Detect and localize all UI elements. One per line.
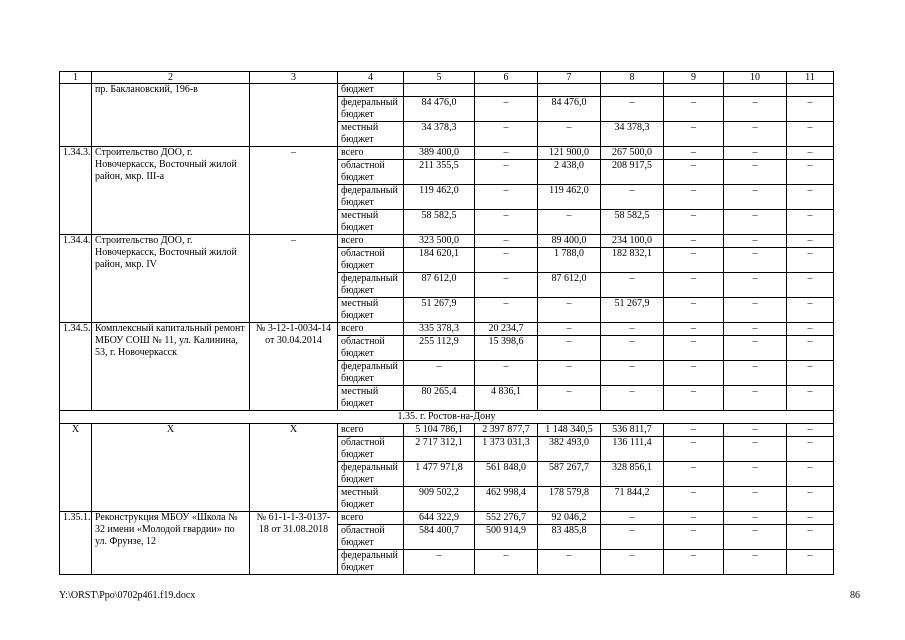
value-cell: – [404, 361, 475, 386]
value-cell: 83 485,8 [538, 525, 601, 550]
column-number: 3 [250, 72, 338, 84]
item-number-cell [60, 84, 92, 147]
value-cell: – [664, 273, 724, 298]
document-cell: № 61-1-1-3-0137-18 от 31.08.2018 [250, 512, 338, 575]
value-cell: 1 788,0 [538, 248, 601, 273]
value-cell: 587 267,7 [538, 462, 601, 487]
value-cell: – [538, 298, 601, 323]
item-number-cell: 1.34.5. [60, 323, 92, 411]
value-cell: – [664, 336, 724, 361]
value-cell: – [724, 525, 787, 550]
value-cell: – [664, 550, 724, 575]
value-cell: 87 612,0 [404, 273, 475, 298]
value-cell [404, 84, 475, 97]
value-cell: – [787, 462, 834, 487]
budget-type-cell: местный бюджет [338, 386, 404, 411]
value-cell: – [724, 323, 787, 336]
object-name-cell: Х [92, 424, 250, 512]
budget-type-cell: местный бюджет [338, 122, 404, 147]
value-cell: 121 900,0 [538, 147, 601, 160]
value-cell: 92 046,2 [538, 512, 601, 525]
budget-type-cell: всего [338, 147, 404, 160]
budget-type-cell: областной бюджет [338, 437, 404, 462]
value-cell: – [787, 424, 834, 437]
value-cell: 89 400,0 [538, 235, 601, 248]
budget-type-cell: местный бюджет [338, 298, 404, 323]
value-cell: 4 836,1 [475, 386, 538, 411]
value-cell: 5 104 786,1 [404, 424, 475, 437]
column-number: 2 [92, 72, 250, 84]
value-cell: – [787, 97, 834, 122]
value-cell: – [664, 525, 724, 550]
value-cell: – [475, 97, 538, 122]
value-cell: 211 355,5 [404, 160, 475, 185]
value-cell: – [724, 298, 787, 323]
value-cell: – [787, 160, 834, 185]
value-cell: – [475, 185, 538, 210]
value-cell: 536 811,7 [601, 424, 664, 437]
value-cell: 20 234,7 [475, 323, 538, 336]
value-cell: – [475, 210, 538, 235]
value-cell [664, 84, 724, 97]
value-cell: – [664, 235, 724, 248]
value-cell [724, 84, 787, 97]
value-cell: – [787, 273, 834, 298]
value-cell: – [724, 437, 787, 462]
column-number: 10 [724, 72, 787, 84]
value-cell: – [787, 323, 834, 336]
value-cell: 255 112,9 [404, 336, 475, 361]
column-number: 1 [60, 72, 92, 84]
value-cell: – [475, 122, 538, 147]
value-cell: – [724, 97, 787, 122]
footer-file-path: Y:\ORST\Ppo\0702p461.f19.docx [59, 590, 196, 601]
value-cell: 561 848,0 [475, 462, 538, 487]
value-cell: 87 612,0 [538, 273, 601, 298]
value-cell: – [664, 210, 724, 235]
value-cell: – [724, 424, 787, 437]
value-cell: – [664, 323, 724, 336]
budget-type-cell: областной бюджет [338, 248, 404, 273]
value-cell: 51 267,9 [404, 298, 475, 323]
value-cell: 84 476,0 [404, 97, 475, 122]
value-cell: 552 276,7 [475, 512, 538, 525]
budget-table [59, 71, 834, 575]
value-cell: – [538, 122, 601, 147]
value-cell [475, 84, 538, 97]
document-cell: Х [250, 424, 338, 512]
table-row [60, 323, 834, 336]
budget-type-cell: областной бюджет [338, 336, 404, 361]
section-row [60, 411, 834, 424]
value-cell: – [724, 122, 787, 147]
value-cell: – [787, 298, 834, 323]
value-cell [601, 84, 664, 97]
value-cell: – [601, 273, 664, 298]
value-cell: – [601, 512, 664, 525]
value-cell: 1 477 971,8 [404, 462, 475, 487]
value-cell: 119 462,0 [404, 185, 475, 210]
value-cell: – [538, 361, 601, 386]
value-cell: – [724, 512, 787, 525]
value-cell: – [404, 550, 475, 575]
value-cell: 584 400,7 [404, 525, 475, 550]
value-cell: 1 148 340,5 [538, 424, 601, 437]
document-cell: – [250, 147, 338, 235]
value-cell: 644 322,9 [404, 512, 475, 525]
column-number: 8 [601, 72, 664, 84]
value-cell: – [538, 386, 601, 411]
value-cell: – [724, 248, 787, 273]
value-cell: – [475, 273, 538, 298]
value-cell: 500 914,9 [475, 525, 538, 550]
value-cell: 2 717 312,1 [404, 437, 475, 462]
item-number-cell: Х [60, 424, 92, 512]
budget-type-cell: местный бюджет [338, 487, 404, 512]
object-name-cell: пр. Баклановский, 196-в [92, 84, 250, 147]
value-cell: – [787, 235, 834, 248]
budget-type-cell: всего [338, 323, 404, 336]
value-cell: 80 265,4 [404, 386, 475, 411]
value-cell: – [787, 336, 834, 361]
document-cell: № 3-12-1-0034-14 от 30.04.2014 [250, 323, 338, 411]
value-cell: 58 582,5 [601, 210, 664, 235]
value-cell [787, 84, 834, 97]
value-cell [538, 84, 601, 97]
item-number-cell: 1.35.1. [60, 512, 92, 575]
value-cell: – [724, 462, 787, 487]
value-cell: – [724, 185, 787, 210]
value-cell: – [538, 550, 601, 575]
section-heading: 1.35. г. Ростов-на-Дону [60, 411, 834, 424]
value-cell: – [664, 386, 724, 411]
value-cell: – [787, 185, 834, 210]
value-cell: – [601, 386, 664, 411]
value-cell: – [475, 235, 538, 248]
value-cell: 182 832,1 [601, 248, 664, 273]
value-cell: – [724, 386, 787, 411]
column-number: 9 [664, 72, 724, 84]
value-cell: 15 398,6 [475, 336, 538, 361]
value-cell: – [787, 210, 834, 235]
budget-type-cell: всего [338, 424, 404, 437]
value-cell: – [664, 437, 724, 462]
value-cell: – [724, 550, 787, 575]
value-cell: 389 400,0 [404, 147, 475, 160]
value-cell: 2 397 877,7 [475, 424, 538, 437]
value-cell: – [601, 97, 664, 122]
value-cell: 51 267,9 [601, 298, 664, 323]
table-row [60, 424, 834, 437]
value-cell: 178 579,8 [538, 487, 601, 512]
value-cell: 234 100,0 [601, 235, 664, 248]
value-cell: – [664, 424, 724, 437]
budget-type-cell: федеральный бюджет [338, 97, 404, 122]
value-cell: – [475, 147, 538, 160]
value-cell: – [724, 336, 787, 361]
value-cell: – [787, 512, 834, 525]
table-row [60, 235, 834, 248]
column-number-row [60, 72, 834, 84]
value-cell: – [664, 462, 724, 487]
value-cell: – [664, 298, 724, 323]
value-cell: – [724, 487, 787, 512]
value-cell: – [475, 248, 538, 273]
value-cell: – [475, 550, 538, 575]
value-cell: – [664, 487, 724, 512]
value-cell: – [664, 361, 724, 386]
value-cell: – [664, 185, 724, 210]
column-number: 11 [787, 72, 834, 84]
item-number-cell: 1.34.3. [60, 147, 92, 235]
value-cell: 267 500,0 [601, 147, 664, 160]
value-cell: – [475, 160, 538, 185]
value-cell: 335 378,3 [404, 323, 475, 336]
budget-type-cell: федеральный бюджет [338, 462, 404, 487]
value-cell: 382 493,0 [538, 437, 601, 462]
value-cell: 208 917,5 [601, 160, 664, 185]
value-cell: 119 462,0 [538, 185, 601, 210]
budget-type-cell: федеральный бюджет [338, 273, 404, 298]
value-cell: – [787, 437, 834, 462]
object-name-cell: Строительство ДОО, г. Новочеркасск, Восточный жилой район, мкр. III-а [92, 147, 250, 235]
value-cell: 2 438,0 [538, 160, 601, 185]
value-cell: – [538, 323, 601, 336]
budget-type-cell: бюджет [338, 84, 404, 97]
column-number: 6 [475, 72, 538, 84]
value-cell: – [475, 298, 538, 323]
value-cell: 909 502,2 [404, 487, 475, 512]
budget-type-cell: областной бюджет [338, 160, 404, 185]
column-number: 4 [338, 72, 404, 84]
value-cell: – [664, 147, 724, 160]
budget-type-cell: областной бюджет [338, 525, 404, 550]
document-cell: – [250, 235, 338, 323]
value-cell: – [664, 97, 724, 122]
value-cell: 136 111,4 [601, 437, 664, 462]
value-cell: – [538, 210, 601, 235]
value-cell: – [787, 147, 834, 160]
value-cell: – [787, 122, 834, 147]
value-cell: 462 998,4 [475, 487, 538, 512]
value-cell: – [601, 550, 664, 575]
table-row [60, 147, 834, 160]
value-cell: – [787, 550, 834, 575]
budget-type-cell: всего [338, 512, 404, 525]
budget-type-cell: федеральный бюджет [338, 361, 404, 386]
value-cell: 328 856,1 [601, 462, 664, 487]
budget-type-cell: местный бюджет [338, 210, 404, 235]
value-cell: – [601, 185, 664, 210]
value-cell: – [664, 248, 724, 273]
value-cell: – [475, 361, 538, 386]
value-cell: 34 378,3 [404, 122, 475, 147]
value-cell: 184 620,1 [404, 248, 475, 273]
budget-type-cell: федеральный бюджет [338, 550, 404, 575]
column-number: 5 [404, 72, 475, 84]
object-name-cell: Строительство ДОО, г. Новочеркасск, Восточный жилой район, мкр. IV [92, 235, 250, 323]
value-cell: – [787, 525, 834, 550]
value-cell: 84 476,0 [538, 97, 601, 122]
value-cell: – [787, 487, 834, 512]
value-cell: – [787, 248, 834, 273]
value-cell: – [787, 386, 834, 411]
value-cell: – [787, 361, 834, 386]
value-cell: 323 500,0 [404, 235, 475, 248]
value-cell: – [724, 273, 787, 298]
value-cell: 71 844,2 [601, 487, 664, 512]
value-cell: – [601, 361, 664, 386]
value-cell: – [724, 160, 787, 185]
object-name-cell: Реконструкция МБОУ «Школа № 32 имени «Молодой гвардии» по ул. Фрунзе, 12 [92, 512, 250, 575]
value-cell: 58 582,5 [404, 210, 475, 235]
value-cell: – [664, 512, 724, 525]
value-cell: – [724, 361, 787, 386]
value-cell: – [664, 160, 724, 185]
item-number-cell: 1.34.4. [60, 235, 92, 323]
value-cell: – [601, 525, 664, 550]
value-cell: 34 378,3 [601, 122, 664, 147]
value-cell: – [724, 235, 787, 248]
value-cell: – [601, 336, 664, 361]
value-cell: – [724, 210, 787, 235]
budget-type-cell: федеральный бюджет [338, 185, 404, 210]
table-row [60, 84, 834, 97]
page-number: 86 [850, 590, 860, 601]
table-row [60, 512, 834, 525]
document-cell [250, 84, 338, 147]
budget-type-cell: всего [338, 235, 404, 248]
value-cell: – [724, 147, 787, 160]
value-cell: – [601, 323, 664, 336]
value-cell: – [538, 336, 601, 361]
value-cell: – [664, 122, 724, 147]
column-number: 7 [538, 72, 601, 84]
object-name-cell: Комплексный капитальный ремонт МБОУ СОШ № 11, ул. Калинина, 53, г. Новочеркасск [92, 323, 250, 411]
value-cell: 1 373 031,3 [475, 437, 538, 462]
